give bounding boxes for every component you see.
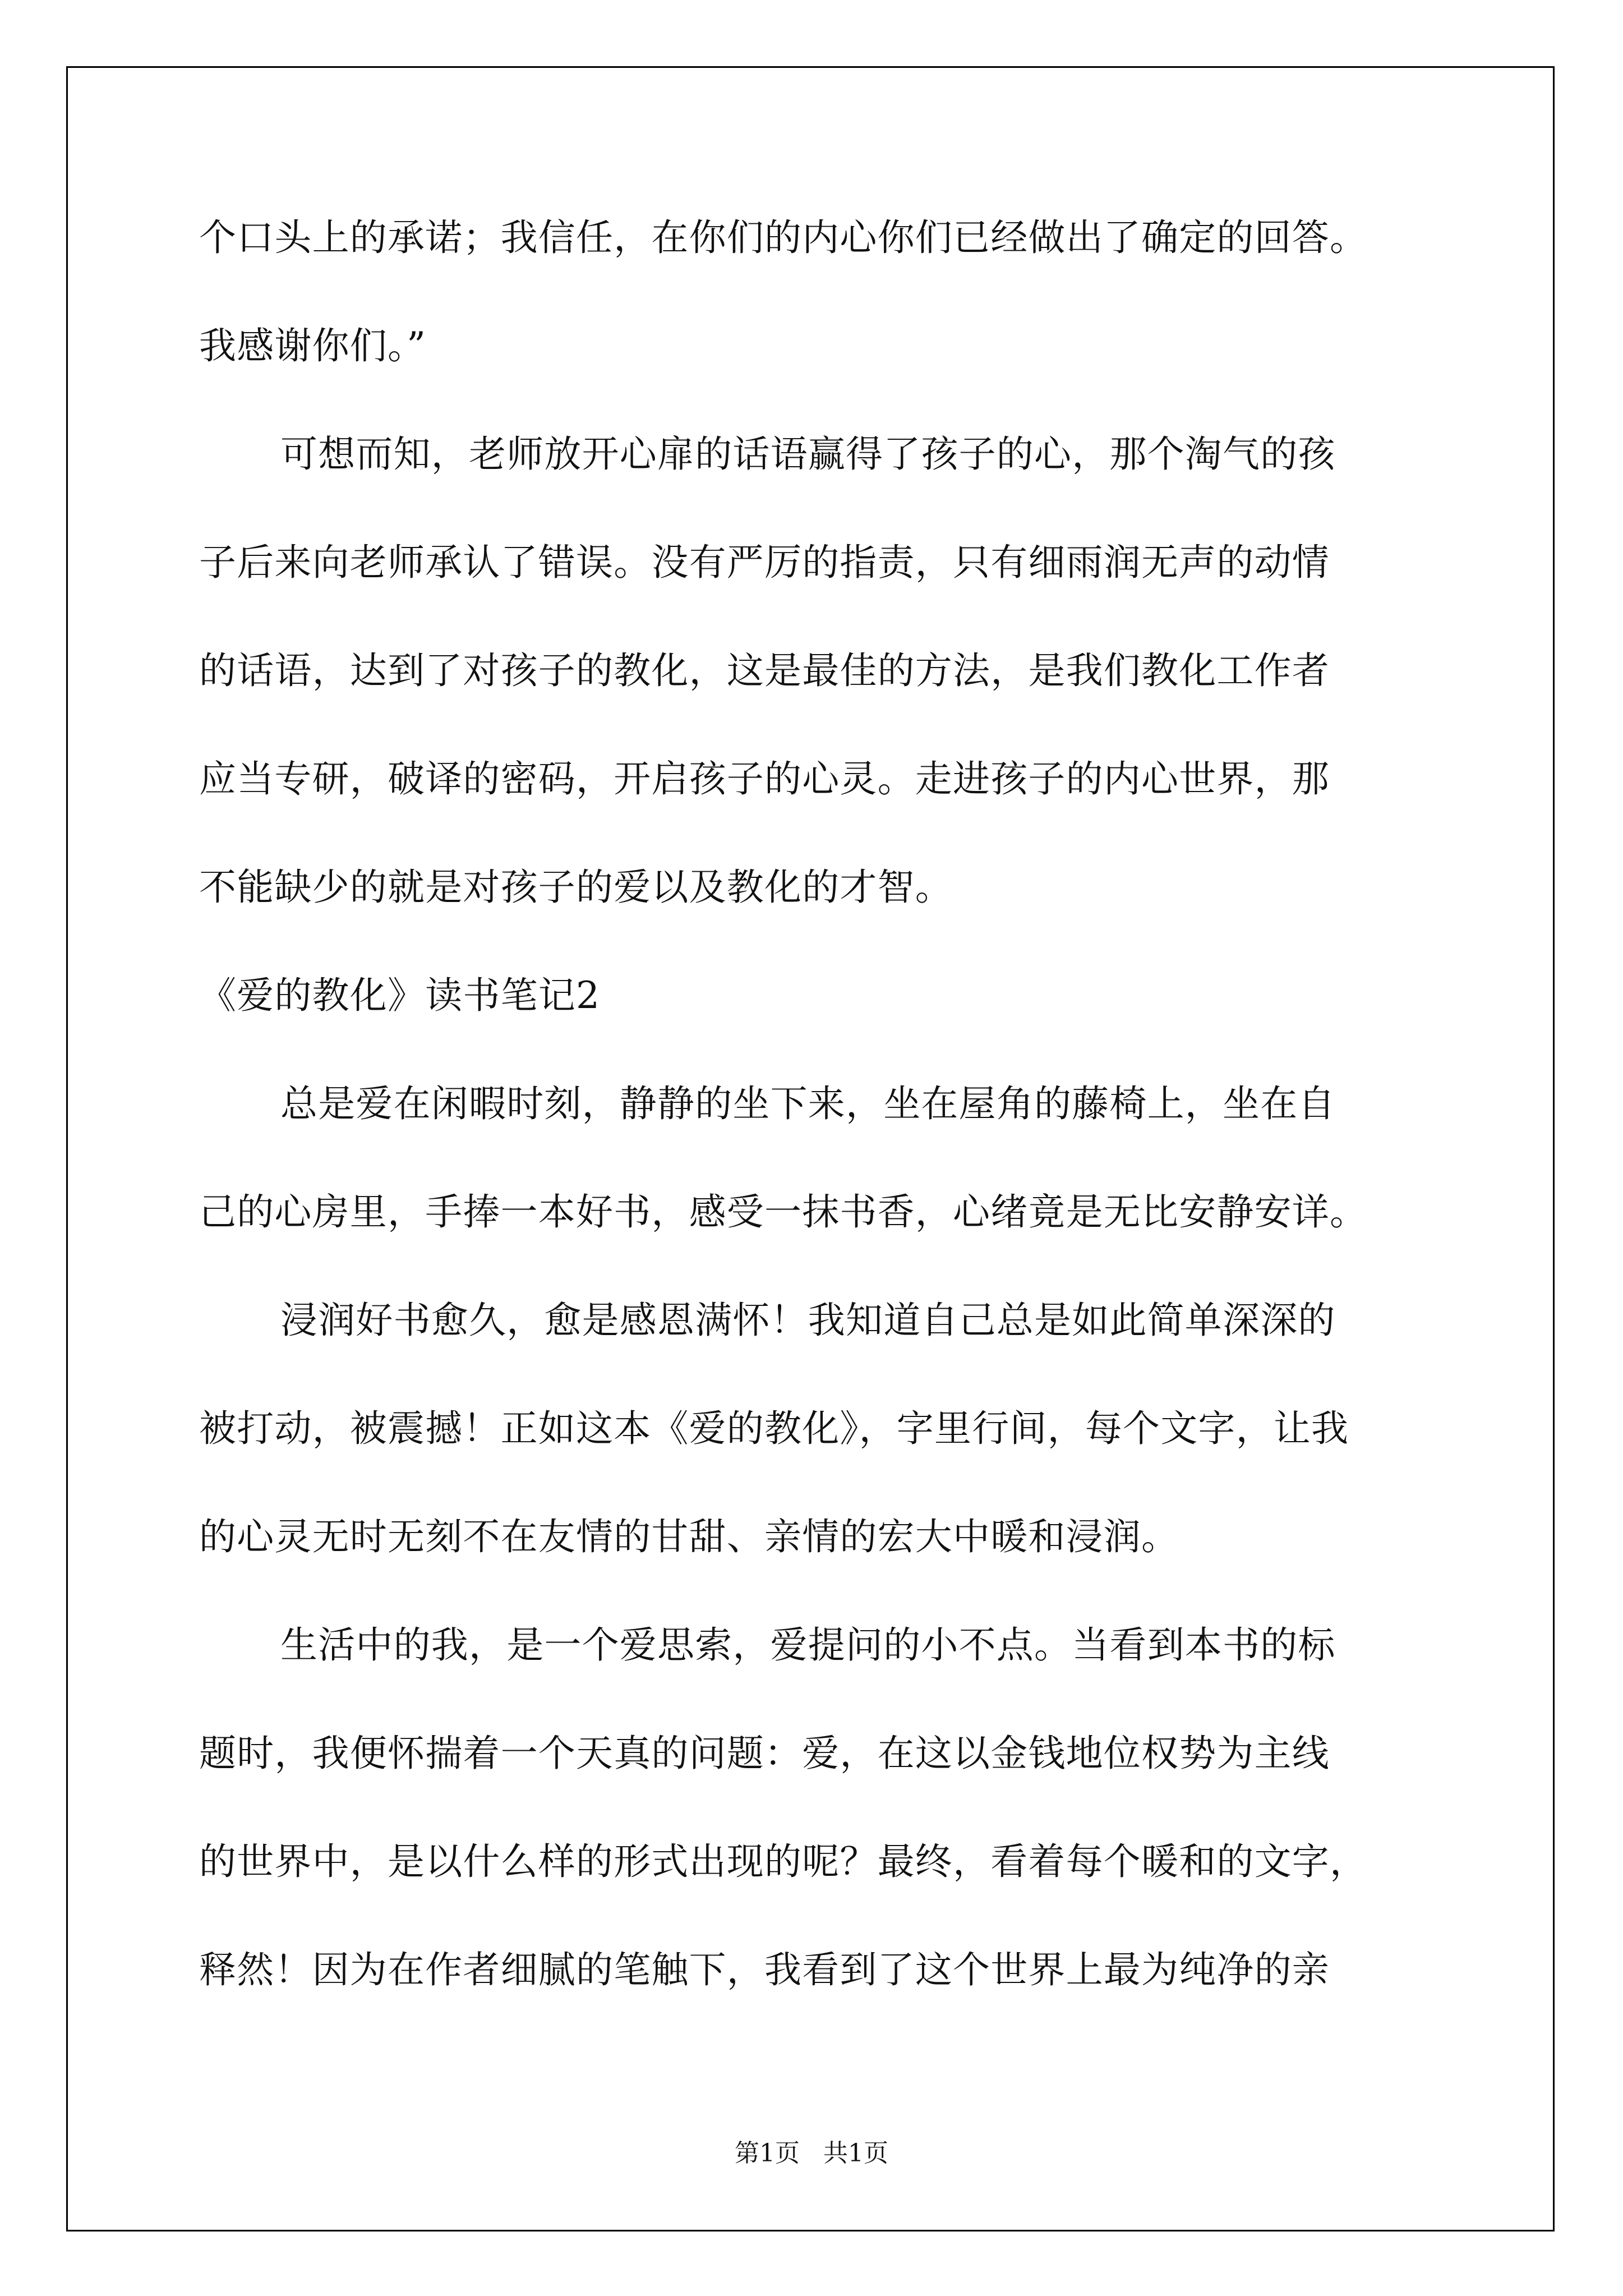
page-footer: 第1页 共1页 xyxy=(735,2139,888,2168)
text-line: 我感谢你们。” xyxy=(199,324,427,367)
text-line: 的世界中，是以什么样的形式出现的呢？最终，看着每个暖和的文字， xyxy=(199,1840,1368,1883)
text-line: 的话语，达到了对孩子的教化，这是最佳的方法，是我们教化工作者 xyxy=(199,649,1330,692)
text-line: 个口头上的承诺；我信任，在你们的内心你们已经做出了确定的回答。 xyxy=(199,216,1368,259)
page-border xyxy=(66,66,1555,2231)
text-line: 被打动，被震撼！正如这本《爱的教化》，字里行间，每个文字，让我 xyxy=(199,1407,1349,1450)
text-line: 不能缺少的就是对孩子的爱以及教化的才智。 xyxy=(199,866,953,909)
paragraph-start-line: 浸润好书愈久，愈是感恩满怀！我知道自己总是如此简单深深的 xyxy=(280,1299,1336,1342)
text-line: 题时，我便怀揣着一个天真的问题：爱，在这以金钱地位权势为主线 xyxy=(199,1732,1330,1775)
paragraph-start-line: 生活中的我，是一个爱思索，爱提问的小不点。当看到本书的标 xyxy=(280,1623,1336,1667)
section-heading: 《爱的教化》读书笔记2 xyxy=(199,974,601,1017)
text-line: 的心灵无时无刻不在友情的甘甜、亲情的宏大中暖和浸润。 xyxy=(199,1515,1179,1558)
text-line: 释然！因为在作者细腻的笔触下，我看到了这个世界上最为纯净的亲 xyxy=(199,1948,1330,1991)
text-line: 子后来向老师承认了错误。没有严厉的指责，只有细雨润无声的动情 xyxy=(199,541,1330,584)
text-line: 应当专研，破译的密码，开启孩子的心灵。走进孩子的内心世界，那 xyxy=(199,757,1330,800)
paragraph-start-line: 可想而知，老师放开心扉的话语赢得了孩子的心，那个淘气的孩 xyxy=(280,432,1336,476)
paragraph-start-line: 总是爱在闲暇时刻，静静的坐下来，坐在屋角的藤椅上，坐在自 xyxy=(280,1082,1336,1125)
text-line: 己的心房里，手捧一本好书，感受一抹书香，心绪竟是无比安静安详。 xyxy=(199,1190,1368,1234)
